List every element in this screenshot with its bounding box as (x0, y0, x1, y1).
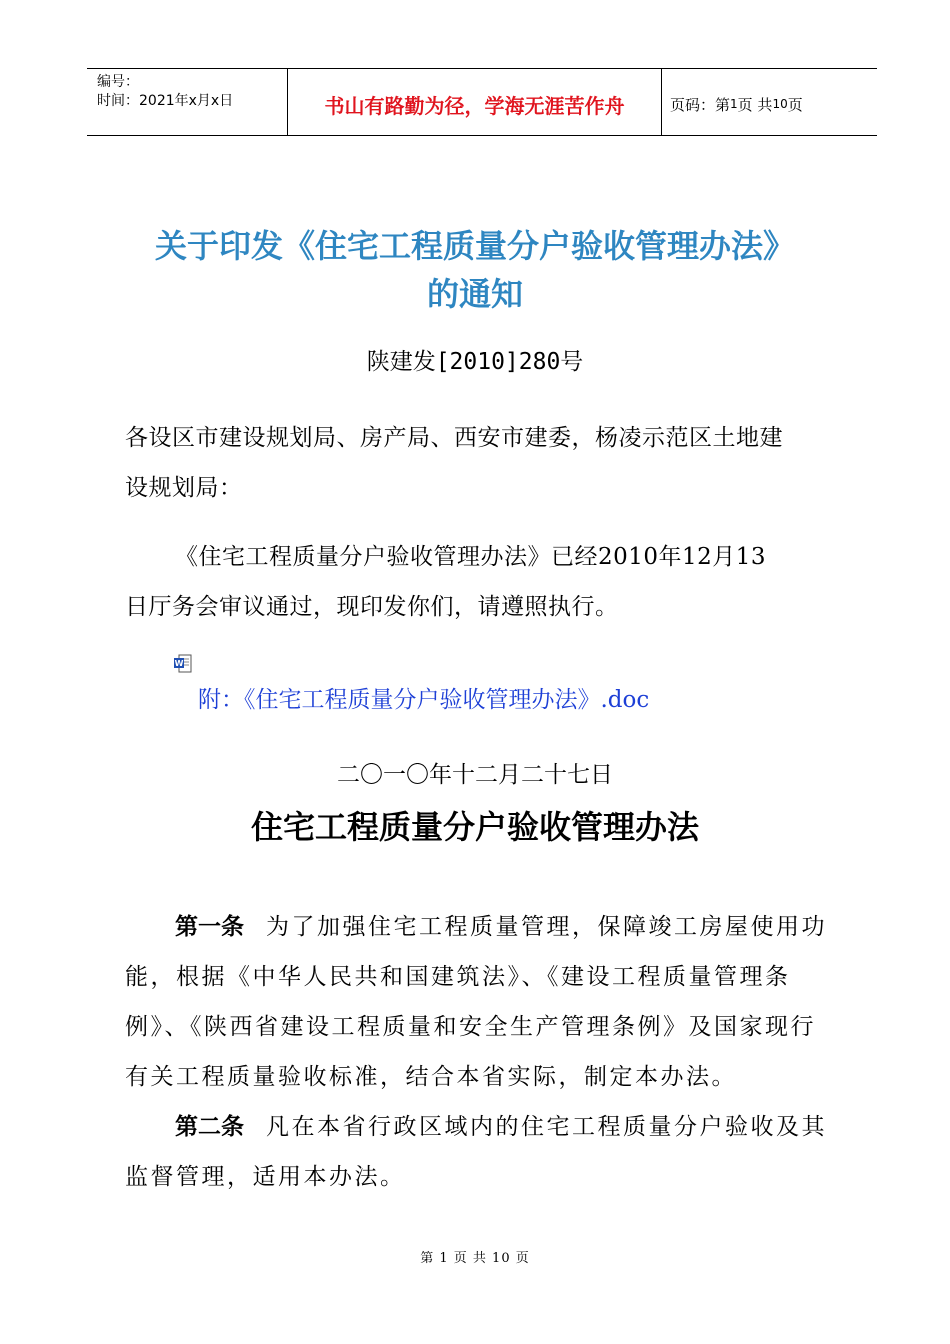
article-1-line1: 第一条 为了加强住宅工程质量管理，保障竣工房屋使用功 (175, 914, 827, 940)
page-header (87, 68, 877, 136)
document-number: 陕建发[2010]280号 (366, 349, 584, 375)
page-mid: 页 共 (737, 95, 773, 114)
header-page-info (662, 69, 877, 135)
attachment-link[interactable]: 附：《住宅工程质量分户验收管理办法》.doc (198, 687, 650, 713)
body-line1: 《住宅工程质量分户验收管理办法》已经2010年12月13 (175, 544, 767, 570)
page-prefix: 页码：第 (670, 95, 731, 114)
svg-text:W: W (174, 659, 184, 668)
article-1-line2: 能，根据《中华人民共和国建筑法》、《建设工程质量管理条 (125, 964, 791, 990)
header-meta (87, 69, 288, 135)
article-2-line2: 监督管理，适用本办法。 (125, 1164, 406, 1190)
article-1-line3: 例》、《陕西省建设工程质量和安全生产管理条例》及国家现行 (125, 1014, 816, 1040)
body-line2: 日厅务会审议通过，现印发你们，请遵照执行。 (125, 594, 619, 620)
recipients-line2: 设规划局： (125, 475, 243, 501)
word-doc-icon[interactable] (173, 654, 193, 673)
page-footer: 第 1 页 共 10 页 (420, 1251, 530, 1266)
notice-title-line2: 的通知 (426, 275, 523, 313)
page-total: 10 (772, 97, 788, 111)
article-2 (125, 1102, 840, 1202)
article-1 (125, 902, 840, 1102)
recipients-line1: 各设区市建设规划局、房产局、西安市建委，杨凌示范区土地建 (125, 425, 783, 451)
header-time: 时间：2021年x月x日 (97, 93, 234, 109)
issue-date: 二〇一〇年十二月二十七日 (337, 762, 613, 788)
article-1-line4: 有关工程质量验收标准，结合本省实际，制定本办法。 (125, 1064, 737, 1090)
article-2-line1: 第二条 凡在本省行政区域内的住宅工程质量分户验收及其 (175, 1114, 827, 1140)
header-number: 编号： (97, 74, 139, 90)
measures-title: 住宅工程质量分户验收管理办法 (250, 808, 699, 846)
article-2-head: 第二条 (175, 1114, 244, 1140)
notice-title-line1: 关于印发《住宅工程质量分户验收管理办法》 (154, 227, 795, 265)
header-motto: 书山有路勤为径，学海无涯苦作舟 (288, 69, 662, 135)
article-1-head: 第一条 (175, 914, 244, 940)
page-current: 1 (730, 97, 738, 111)
page-suffix: 页 (787, 95, 803, 114)
